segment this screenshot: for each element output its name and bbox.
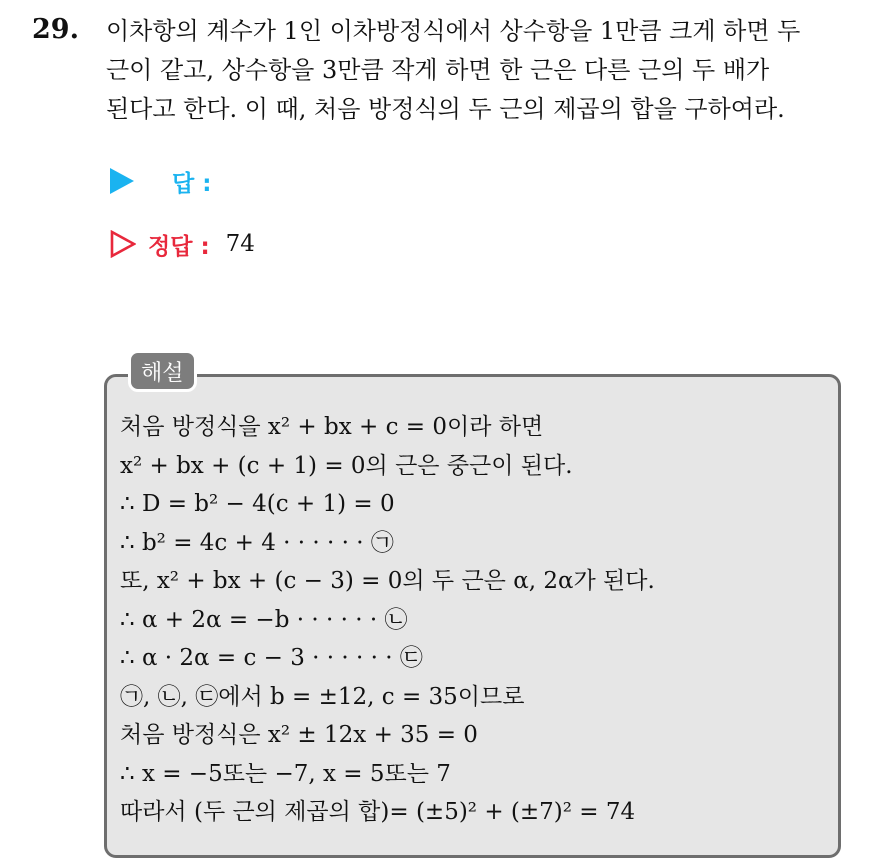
solution-tag: 해설 [128,350,197,392]
solution-line: 처음 방정식을 x² + bx + c = 0이라 하면 [120,414,544,440]
solution-line: ∴ D = b² − 4(c + 1) = 0 [120,491,395,517]
filled-triangle-icon [110,168,134,194]
solution-line: ∴ α + 2α = −b · · · · · · ㉡ [120,606,408,633]
solution-line: 또, x² + bx + (c − 3) = 0의 두 근은 α, 2α가 된다. [120,568,655,594]
solution-line: ∴ b² = 4c + 4 · · · · · · ㉠ [120,529,394,556]
solution-line: x² + bx + (c + 1) = 0의 근은 중근이 된다. [120,452,573,479]
correct-answer-label: 정답 : [148,233,210,260]
correct-answer-value: 74 [225,231,255,257]
problem-text [106,12,876,129]
solution-line: ∴ α · 2α = c − 3 · · · · · · ㉢ [120,645,423,671]
problem-number: 29. [32,14,79,45]
problem-line: 이차항의 계수가 1인 이차방정식에서 상수항을 1만큼 크게 하면 두 [106,17,801,45]
problem-line: 근이 같고, 상수항을 3만큼 작게 하면 한 근은 다른 근의 두 배가 [106,56,770,84]
solution-line: ㉠, ㉡, ㉢에서 b = ±12, c = 35이므로 [120,683,525,710]
outline-triangle-icon [110,230,136,258]
solution-line: 따라서 (두 근의 제곱의 합)= (±5)² + (±7)² = 74 [120,799,636,825]
problem-line: 된다고 한다. 이 때, 처음 방정식의 두 근의 제곱의 합을 구하여라. [106,95,785,123]
answer-label: 답 : [172,170,212,197]
solution-line: 처음 방정식은 x² ± 12x + 35 = 0 [120,722,478,748]
correct-answer-row [110,227,255,261]
answer-row [110,164,211,198]
solution-line: ∴ x = −5또는 −7, x = 5또는 7 [120,760,451,787]
solution-body [120,408,835,832]
